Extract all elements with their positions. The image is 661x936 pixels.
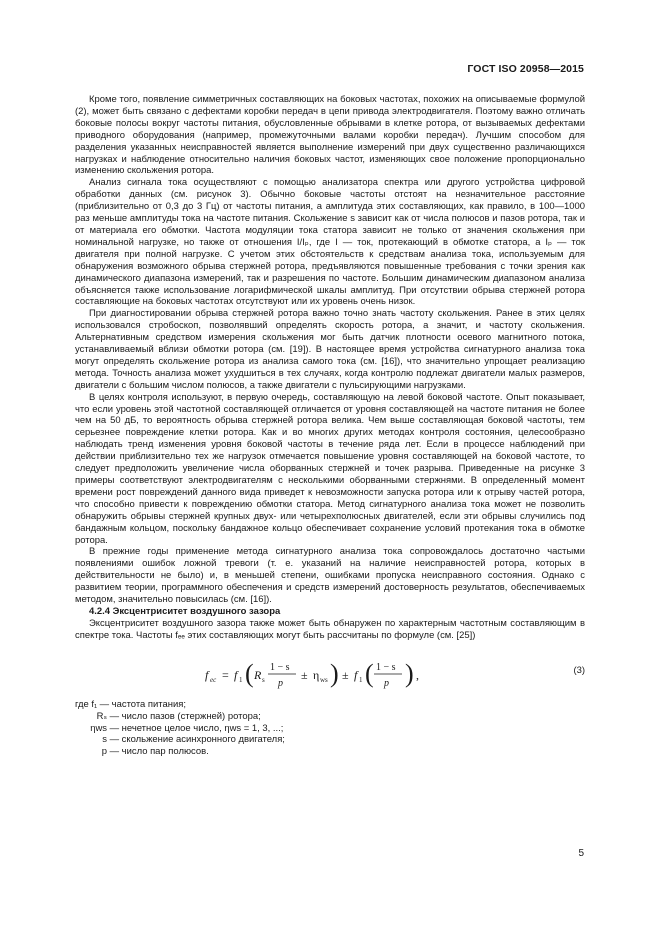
definition-item: ηws — нечетное целое число, ηws = 1, 3, ...; (90, 722, 284, 734)
section-intro: Эксцентриситет воздушного зазора также может быть обнаружен по характерным частотным составляющим в спектре тока. Частоты fₑₑ этих составляющих могут быть рассчитаны по формуле (см. [25]) (75, 617, 585, 641)
standard-header: ГОСТ ISO 20958—2015 (467, 63, 584, 75)
svg-text:p: p (278, 677, 283, 689)
svg-text:±: ± (342, 667, 349, 682)
svg-text:s: s (262, 675, 265, 684)
formula-block (75, 645, 585, 697)
paragraph: В целях контроля используют, в первую очередь, составляющую на левой боковой частоте. Опыт показывает, что если уровень этой частотной составляющей отличается от уровня составляющей на частоте питания не более чем на 50 дБ, то вероятность обрыва стержней ротора велика. Чем выше составляющая боковой частоты, тем серьезнее повреждение клетки ротора. Как и во многих других методах контроля состояния, целесообразно наблюдать тренд изменения уровня боковой частоты в течение ряда лет. Если в процессе наблюдений при действии приблизительно тех же нагрузок отмечается повышение уровня составляющей на боковой частоте, то следует предположить увеличение числа оборванных стержней и точек разрыва. Приведенные на рисунке 3 примеры соответствуют электродвигателям с несколькими оборванными стержнями. В определенный момент времени рост повреждений данного вида приведет к невозможности запуска ротора или к отрыву частей ротора, что способно привести к повреждению обмотки статора. Метод сигнатурного анализа тока может не позволить обнаружить обрывы стержней крупных двух- или четырехполюсных двигателей, если эти обрывы случились под бандажным кольцом, поскольку бандажное кольцо обеспечивает сохранение условий протекания тока в обмотке ротора. (75, 391, 585, 546)
svg-text:(: ( (245, 658, 254, 688)
svg-text:,: , (416, 667, 419, 682)
svg-text:R: R (254, 667, 262, 682)
definition-item: p — число пар полюсов. (101, 746, 209, 758)
svg-text:p: p (384, 677, 389, 689)
section-heading: 4.2.4 Эксцентриситет воздушного зазора (89, 605, 281, 617)
svg-text:±: ± (301, 667, 308, 682)
svg-text:1: 1 (239, 675, 243, 684)
paragraph: В прежние годы применение метода сигнатурного анализа тока сопровождалось достаточно частыми появлениями ошибок ложной тревоги (т. е. указаний на наличие неисправностей ротора, которых в действительности не было) и, в меньшей степени, ошибками пропуска неисправного состояния. Однако с развитием теории, программного обеспечения и средств измерений достоверность результатов, обеспечиваемых методом, значительно повысилась (см. [16]). (75, 546, 585, 606)
svg-text:f: f (354, 667, 358, 682)
svg-text:η: η (313, 667, 320, 682)
svg-text:1: 1 (359, 675, 363, 684)
formula-3 (205, 653, 465, 697)
svg-text:=: = (222, 667, 229, 682)
svg-text:ws: ws (320, 675, 328, 684)
document-body (75, 94, 585, 758)
svg-text:1 − s: 1 − s (270, 661, 290, 673)
definition-item: s — скольжение асинхронного двигателя; (102, 734, 285, 746)
svg-text:f: f (205, 667, 209, 682)
svg-text:ec: ec (210, 675, 217, 684)
page-number: 5 (578, 848, 584, 859)
paragraph: Кроме того, появление симметричных составляющих на боковых частотах, похожих на описываемые формулой (2), может быть связано с дефектами коробки передач в цепи привода электродвигателя. Поэтому важно отличать боковые полосы вокруг частоты питания, обусловленные обрывами в клетке ротора, от вызываемых дефектами приводного оборудования (например, промежуточными валами коробки передач). Лучшим способом для разделения указанных неисправностей является выполнение измерений при двух существенно различающихся нагрузках и наблюдение относительно наличия боковых частот, изменяющих свое положение пропорционально изменению скольжения ротора. (75, 94, 585, 177)
formula-graphic (205, 653, 465, 697)
svg-text:): ) (405, 658, 414, 688)
definition-item: Rₛ — число пазов (стержней) ротора; (96, 710, 261, 722)
definitions-list (75, 699, 585, 759)
paragraph: Анализ сигнала тока осуществляют с помощью анализатора спектра или другого устройства цифровой обработки данных (см. рисунок 3). Обычно боковые частоты отстоят на незначительное расстояние (приблизительно от 0,3 до 3 Гц) от частоты питания, а амплитуда этих составляющих, как правило, в 100—1000 раз меньше амплитуды тока на частоте питания. Скольжение s зависит как от числа полюсов и пазов ротора, так и от материала его обмотки. Частота модуляции тока статора зависит не только от значения скольжения при номинальной нагрузке, но также от отношения I/Iₚ, где I — ток, протекающий в обмотке статора, а Iₚ — ток двигателя при полной нагрузке. С учетом этих обстоятельств к средствам анализа тока, используемым для обнаружения возможного обрыва стержней ротора, предъявляются повышенные требования с точки зрения как динамического диапазона измерений, так и разрешения по частоте. Большим динамическим диапазоном анализа объясняется также использование логарифмической шкалы амплитуд. При отсутствии обрыва стержней ротора составляющие на боковых частотах отсутствуют или их уровень очень низок. (75, 177, 585, 308)
svg-text:(: ( (365, 658, 374, 688)
formula-number: (3) (573, 664, 585, 676)
svg-text:f: f (234, 667, 238, 682)
paragraph: При диагностировании обрыва стержней ротора важно точно знать частоту скольжения. Ранее в этих целях использовался стробоскоп, позволявший определять скорость ротора, а значит, и частоту скольжения. Альтернативным средством измерения скольжения мог быть датчик плотности осевого магнитного потока, устанавливаемый вблизи обмотки ротора (см. [19]). В настоящее время устройства сигнатурного анализа тока могут определять скольжение ротора из анализа самого тока (см. [16]), что значительно упрощает реализацию метода. Точность анализа может ухудшиться в тех случаях, когда контролю подлежат двигатели малых размеров, двигатели с большим числом полюсов, а также двигатели с пульсирующими нагрузками. (75, 308, 585, 391)
svg-text:): ) (330, 658, 339, 688)
svg-text:1 − s: 1 − s (376, 661, 396, 673)
definition-item: где f₁ — частота питания; (75, 698, 186, 710)
